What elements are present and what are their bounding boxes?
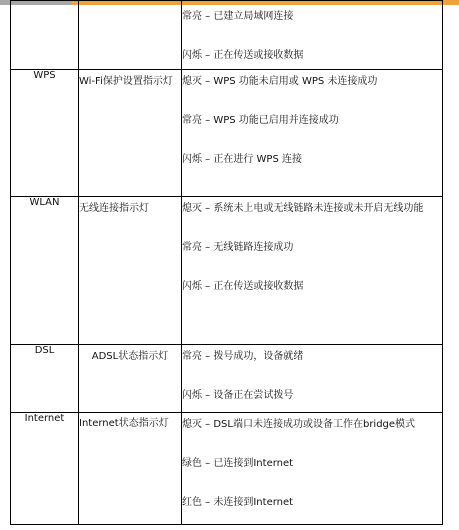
indicator-states-cell	[182, 197, 443, 345]
indicator-states-cell	[182, 413, 443, 525]
indicator-desc-cell: ADSL状态指示灯	[79, 345, 182, 413]
indicator-name-cell: WLAN	[11, 197, 79, 345]
indicator-desc-cell	[79, 1, 182, 70]
state-line: 闪烁 – 设备正在尝试拨号	[182, 390, 294, 401]
state-line: 熄灭 – 系统未上电或无线链路未连接或未开启无线功能	[182, 203, 424, 214]
table-row	[11, 70, 443, 197]
state-line: 常亮 – 无线链路连接成功	[182, 242, 294, 253]
indicator-desc-cell: Internet状态指示灯	[79, 413, 182, 525]
indicator-name-cell: DSL	[11, 345, 79, 413]
table-row	[11, 197, 443, 345]
indicator-states-cell	[182, 345, 443, 413]
indicator-states-cell	[182, 70, 443, 197]
table-row	[11, 1, 443, 70]
state-line: 熄灭 – WPS 功能未启用或 WPS 未连接成功	[182, 76, 378, 87]
state-line: 闪烁 – 正在传送或接收数据	[182, 281, 304, 292]
state-line: 常亮 – WPS 功能已启用并连接成功	[182, 115, 339, 126]
indicator-name-cell	[11, 1, 79, 70]
state-line: 闪烁 – 正在传送或接收数据	[182, 50, 304, 61]
state-line: 绿色 – 已连接到Internet	[182, 458, 294, 469]
indicator-name-cell: WPS	[11, 70, 79, 197]
state-line: 常亮 – 已建立局域网连接	[182, 11, 294, 22]
table-row	[11, 345, 443, 413]
indicator-desc-cell: 无线连接指示灯	[79, 197, 182, 345]
indicator-name-cell: Internet	[11, 413, 79, 525]
indicator-desc-cell: Wi-Fi保护设置指示灯	[79, 70, 182, 197]
table-row	[11, 413, 443, 525]
state-line: 熄灭 – DSL端口未连接成功或设备工作在bridge模式	[182, 419, 416, 430]
state-line: 闪烁 – 正在进行 WPS 连接	[182, 154, 302, 165]
indicator-states-cell	[182, 1, 443, 70]
indicator-light-table	[10, 0, 443, 525]
state-line: 红色 – 未连接到Internet	[182, 497, 294, 508]
state-line: 常亮 – 拨号成功，设备就绪	[182, 351, 304, 362]
